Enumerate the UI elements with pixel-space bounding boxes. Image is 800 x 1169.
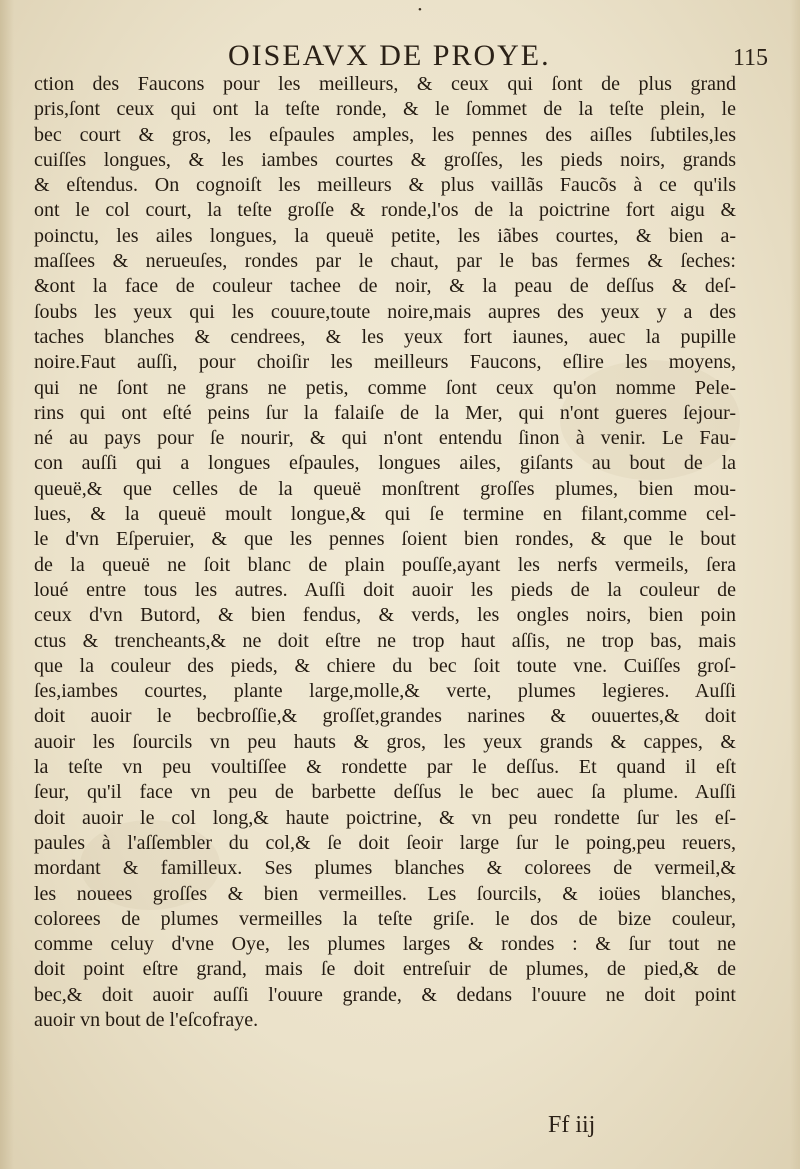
text-line: qui ne ſont ne grans ne petis, comme ſont ceux qu'on nomme Pele- bbox=[34, 376, 736, 399]
text-line: poinctu, les ailes longues, la queuë petite, les iãbes courtes, & bien a- bbox=[34, 224, 736, 247]
page-header bbox=[36, 36, 772, 76]
text-line: de la queuë ne ſoit blanc de plain pouſſe,ayant les nerfs vermeils, ſera bbox=[34, 553, 736, 576]
text-line: pris,ſont ceux qui ont la teſte ronde, & le ſommet de la teſte plein, le bbox=[34, 98, 736, 121]
text-line: rins qui ont eſté peins ſur la falaiſe de la Mer, qui n'ont gueres ſejour- bbox=[34, 401, 736, 424]
text-line: ceux d'vn Butord, & bien fendus, & verds, les ongles noirs, bien poin bbox=[34, 604, 736, 627]
text-line: ſes,iambes courtes, plante large,molle,& verte, plumes legieres. Auſſi bbox=[34, 680, 736, 703]
text-line: les nouees groſſes & bien vermeilles. Les ſourcils, & ioües blanches, bbox=[34, 882, 736, 905]
text-line: cuiſſes longues, & les iambes courtes & groſſes, les pieds noirs, grands bbox=[34, 148, 736, 171]
text-line: ction des Faucons pour les meilleurs, & ceux qui ſont de plus grand bbox=[34, 73, 736, 95]
text-line: noire.Faut auſſi, pour choiſir les meilleurs Faucons, eſlire les moyens, bbox=[34, 351, 736, 374]
text-line: queuë,& que celles de la queuë monſtrent groſſes plumes, bien mou- bbox=[34, 477, 736, 500]
top-ornament-mark: • bbox=[418, 4, 422, 16]
text-line: bec,& doit auoir auſſi l'ouure grande, & dedans l'ouure ne doit point bbox=[34, 983, 736, 1006]
text-line: que la couleur des pieds, & chiere du bec ſoit toute vne. Cuiſſes groſ- bbox=[34, 654, 736, 677]
text-line: &ont la face de couleur tachee de noir, & la peau de deſſus & deſ- bbox=[34, 275, 736, 298]
text-line: doit auoir le col long,& haute poictrine, & vn peu rondette ſur les eſ- bbox=[34, 806, 736, 829]
text-line: bec court & gros, les eſpaules amples, les pennes des aiſles ſubtiles,les bbox=[34, 123, 736, 146]
running-title: OISEAVX DE PROYE. bbox=[228, 39, 551, 72]
text-line: taches blanches & cendrees, & les yeux fort iaunes, auec la pupille bbox=[34, 325, 736, 348]
text-line: doit point eſtre grand, mais ſe doit entreſuir de plumes, de pied,& de bbox=[34, 958, 736, 981]
text-line: la teſte vn peu voultiſſee & rondette par le deſſus. Et quand il eſt bbox=[34, 756, 736, 779]
text-line: comme celuy d'vne Oye, les plumes larges & rondes : & ſur tout ne bbox=[34, 933, 736, 956]
text-line: ſoubs les yeux qui les couure,toute noire,mais aupres des yeux y a des bbox=[34, 300, 736, 323]
text-line: con auſſi qui a longues eſpaules, longues ailes, giſants au bout de la bbox=[34, 452, 736, 475]
text-line: auoir les ſourcils vn peu hauts & gros, les yeux grands & cappes, & bbox=[34, 730, 736, 753]
page-edge-shadow-left bbox=[0, 0, 14, 1169]
text-line: mordant & familleux. Ses plumes blanches & colorees de vermeil,& bbox=[34, 857, 736, 880]
text-line: & eſtendus. On cognoiſt les meilleurs & plus vaillãs Faucõs à ce qu'ils bbox=[34, 174, 736, 197]
text-line: le d'vn Eſperuier, & que les pennes ſoient bien rondes, & que le bout bbox=[34, 528, 736, 551]
text-line: paules à l'aſſembler du col,& ſe doit ſeoir large ſur le poing,peu reuers, bbox=[34, 831, 736, 854]
text-line: loué entre tous les autres. Auſſi doit auoir les pieds de la couleur de bbox=[34, 578, 736, 601]
signature-mark: Ff iij bbox=[548, 1112, 596, 1138]
page-edge-shadow-right bbox=[790, 0, 800, 1169]
body-text bbox=[34, 72, 736, 1033]
text-line: né au pays pour ſe nourir, & qui n'ont entendu ſinon à venir. Le Fau- bbox=[34, 427, 736, 450]
text-line: ctus & trencheants,& ne doit eſtre ne trop haut aſſis, ne trop bas, mais bbox=[34, 629, 736, 652]
text-line: lues, & la queuë moult longue,& qui ſe termine en filant,comme cel- bbox=[34, 503, 736, 526]
text-line: doit auoir le becbroſſie,& groſſet,grandes narines & ouuertes,& doit bbox=[34, 705, 736, 728]
page-number: 115 bbox=[732, 45, 768, 71]
text-line: colorees de plumes vermeilles la teſte griſe. le dos de bize couleur, bbox=[34, 907, 736, 930]
text-line: ont le col court, la teſte groſſe & ronde,l'os de la poictrine fort aigu & bbox=[34, 199, 736, 222]
text-line: ſeur, qu'il face vn peu de barbette deſſus le bec auec ſa plume. Auſſi bbox=[34, 781, 736, 804]
text-line: maſſees & nerueuſes, rondes par le chaut, par le bas fermes & ſeches: bbox=[34, 250, 736, 273]
text-line-last: auoir vn bout de l'eſcofraye. bbox=[34, 1008, 259, 1031]
